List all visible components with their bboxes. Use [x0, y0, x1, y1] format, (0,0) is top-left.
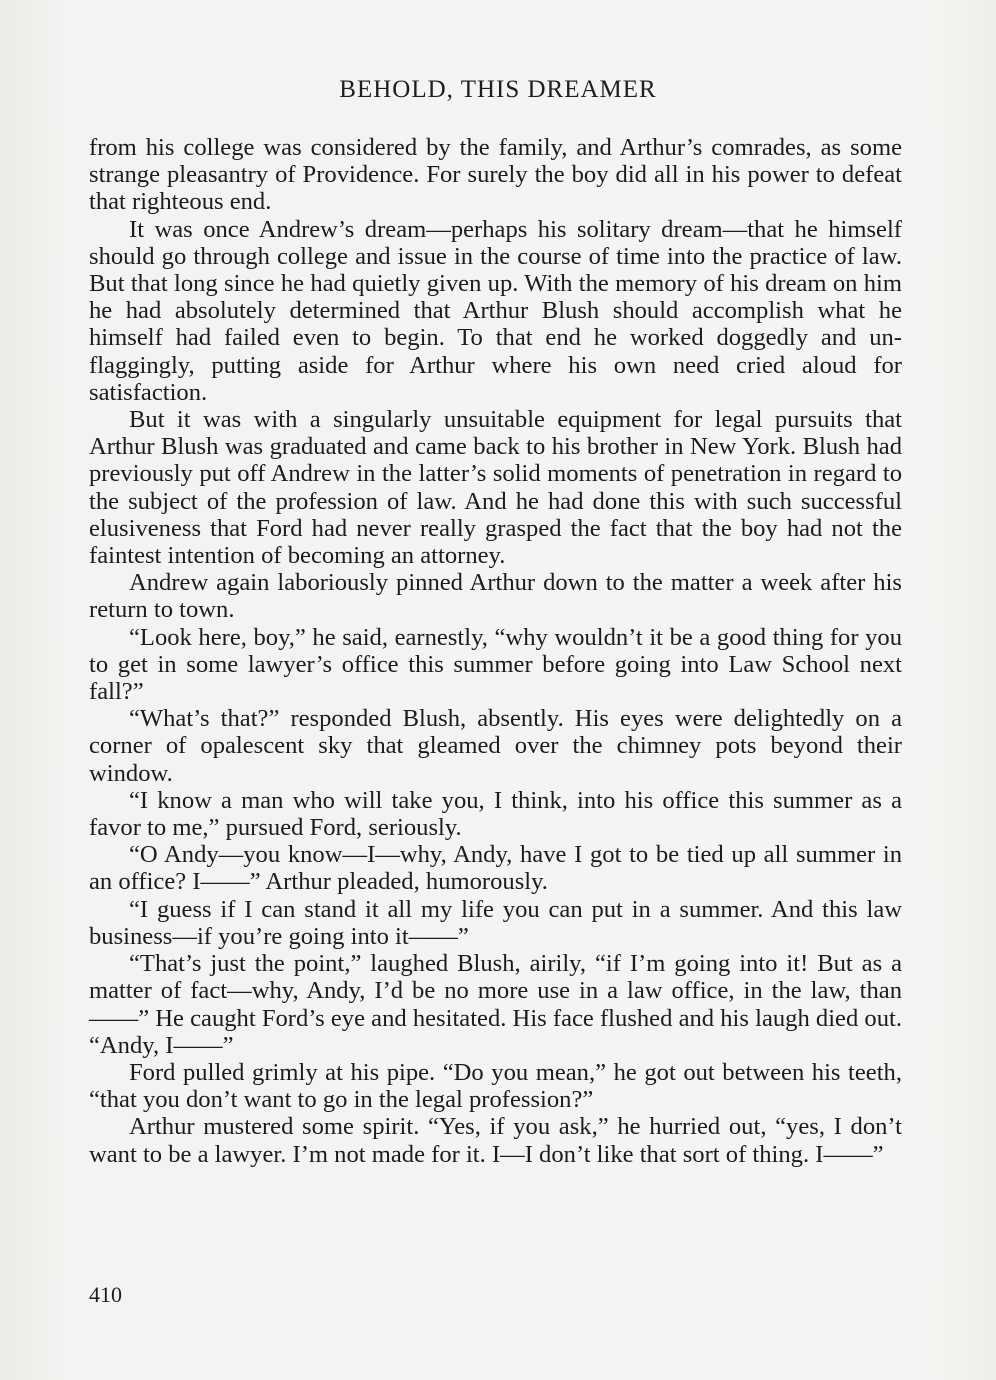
paragraph: It was once Andrew’s dream—perhaps his solitary dream—that he himself should go through college and issue in the course of time into the practice of law. But that long since he had quietly given up. With the memory of his dream on him he had absolutely determined that Arthur Blush should accomplish what he himself had failed even to begin. To that end he worked doggedly and unflaggingly, putting aside for Arthur where his own need cried aloud for satisfaction.: [89, 215, 902, 406]
paragraph: “I know a man who will take you, I think, into his office this summer as a favor to me,” pursued Ford, seriously.: [89, 786, 902, 842]
paragraph: “What’s that?” responded Blush, absently. His eyes were delightedly on a corner of opalescent sky that gleamed over the chimney pots beyond their window.: [89, 705, 902, 787]
paragraph: “O Andy—you know—I—why, Andy, have I got to be tied up all summer in an office? I——” Arthur pleaded, humorously.: [89, 841, 902, 896]
paragraph: from his college was considered by the family, and Arthur’s comrades, as some strange pleasantry of Providence. For surely the boy did all in his power to defeat that righteous end.: [89, 134, 902, 216]
paragraph: “Look here, boy,” he said, earnestly, “why wouldn’t it be a good thing for you to get in some lawyer’s office this summer before going into Law School next fall?”: [89, 623, 902, 706]
body-text: [89, 134, 902, 1168]
paragraph: Arthur mustered some spirit. “Yes, if you ask,” he hurried out, “yes, I don’t want to be a lawyer. I’m not made for it. I—I don’t like that sort of thing. I——”: [89, 1113, 902, 1168]
paragraph: Ford pulled grimly at his pipe. “Do you mean,” he got out between his teeth, “that you don’t want to go in the legal profession?”: [89, 1058, 902, 1114]
page-number: 410: [89, 1282, 122, 1307]
running-head: BEHOLD, THIS DREAMER: [339, 76, 657, 103]
paragraph: But it was with a singularly unsuitable equipment for legal pursuits that Arthur Blush was graduated and came back to his brother in New York. Blush had previously put off Andrew in the latter’s solid moments of penetration in regard to the subject of the profession of law. And he had done this with such successful elusiveness that Ford had never really grasped the fact that the boy had not the faintest intention of becoming an attorney.: [89, 406, 902, 570]
paragraph: Andrew again laboriously pinned Arthur down to the matter a week after his return to town.: [89, 569, 902, 624]
paragraph: “I guess if I can stand it all my life you can put in a summer. And this law business—if you’re going into it——”: [89, 895, 902, 950]
paragraph: “That’s just the point,” laughed Blush, airily, “if I’m going into it! But as a matter of fact—why, Andy, I’d be no more use in a law office, in the law, than——” He caught Ford’s eye and hesitated. His face flushed and his laugh died out. “Andy, I——”: [89, 950, 902, 1059]
